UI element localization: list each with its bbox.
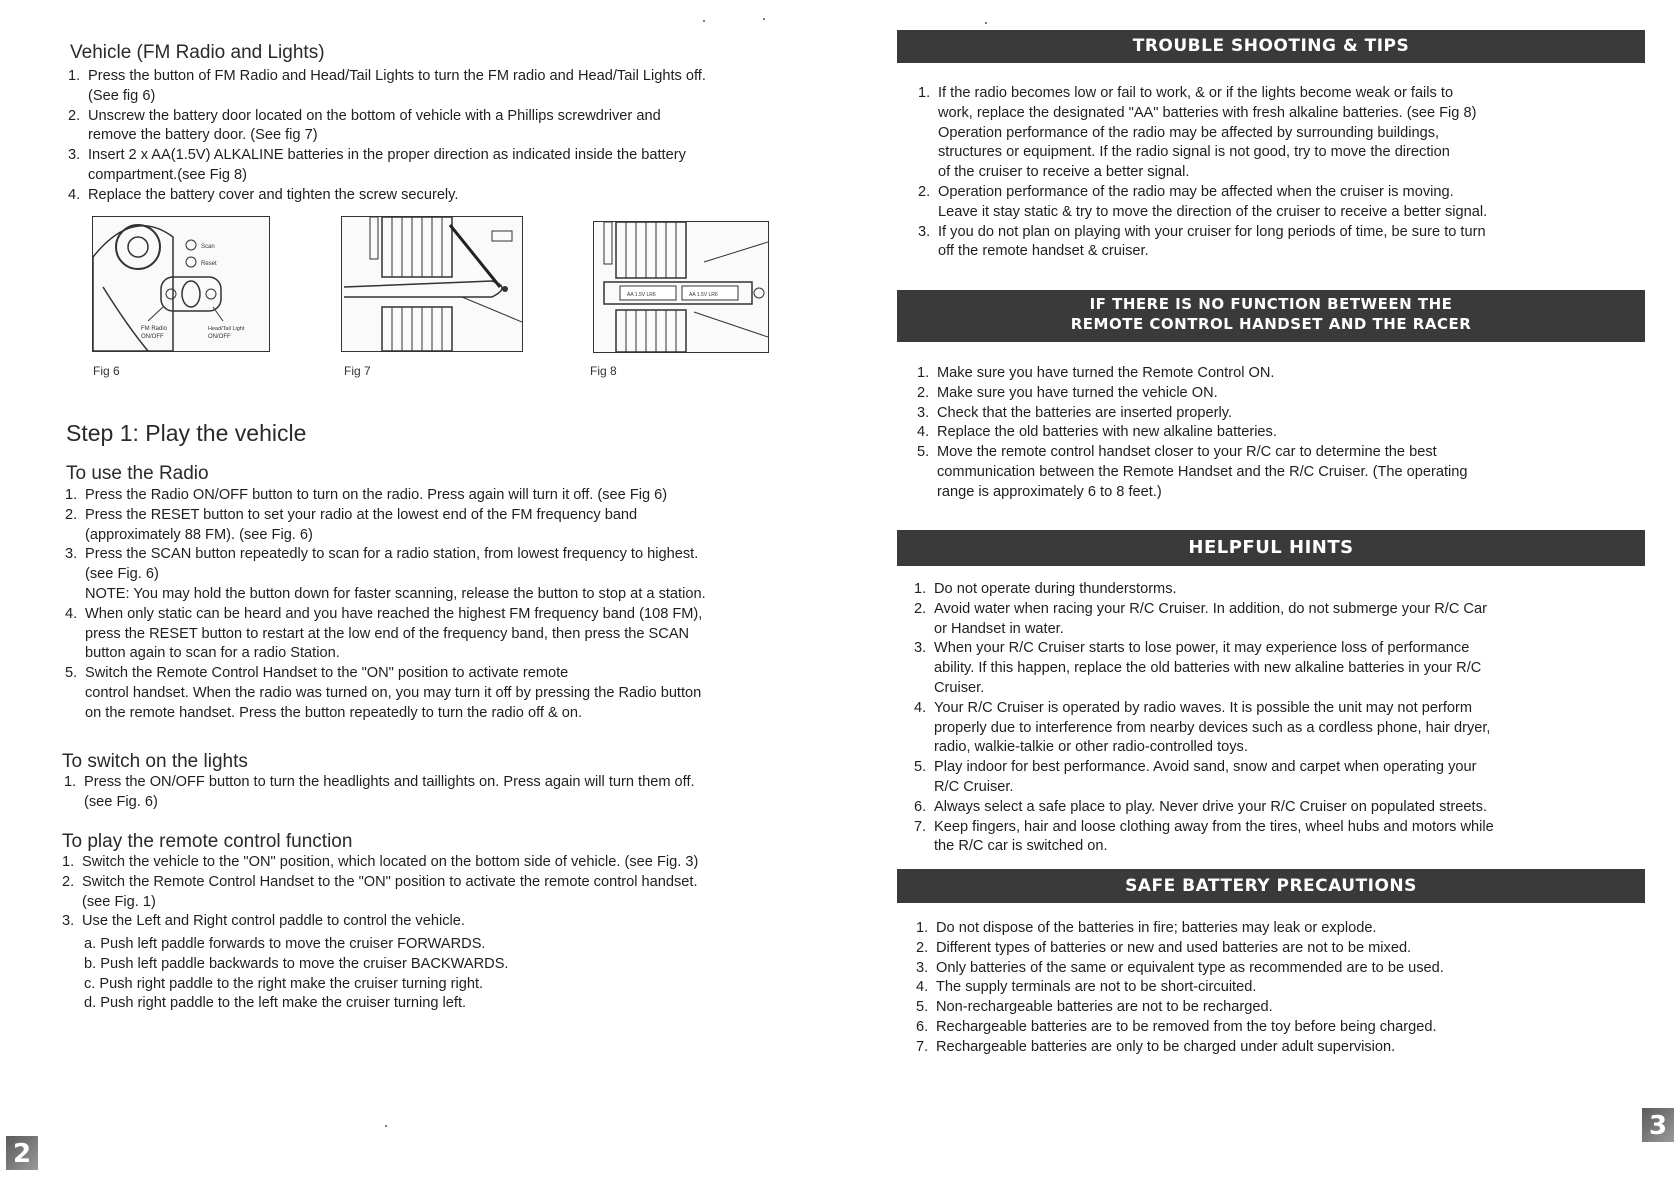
list-item-text: Replace the battery cover and tighten the screw securely. [88,186,459,203]
list-item-text: work, replace the designated "AA" batteries with fresh alkaline batteries. (see Fig 8) [938,104,1477,121]
list-item [68,67,788,107]
list-item [916,1038,1656,1058]
banner-battery-precautions-text: SAFE BATTERY PRECAUTIONS [1125,876,1417,896]
list-item-text: R/C Cruiser. [934,778,1014,795]
banner-no-function [897,290,1645,342]
lights-title: To switch on the lights [62,751,248,772]
list-item-text: properly due to interference from nearby devices such as a cordless phone, hair dryer, [934,719,1491,736]
list-item [918,183,1658,223]
list-item-number: 5. [914,759,927,776]
list-item-number: 1. [65,487,78,503]
list-item-text: on the remote handset. Press the button repeatedly to turn the radio off & on. [85,704,583,721]
list-item [62,873,812,913]
list-item [917,423,1657,443]
list-item-text: Avoid water when racing your R/C Cruiser. In addition, do not submerge your R/C Car [934,600,1487,617]
list-item-text: button again to scan for a radio Station. [85,645,340,662]
list-item-text: or Handset in water. [934,620,1064,637]
remote-substeps [84,935,784,1014]
no-function-steps [917,364,1657,503]
right-page [837,0,1674,1178]
fig7-caption: Fig 7 [344,364,371,378]
list-item-number: 7. [914,818,927,835]
list-item-text: structures or equipment. If the radio signal is not good, try to move the direction [938,144,1450,161]
list-item-number: 2. [917,384,930,401]
list-item-number: 1. [918,85,931,101]
list-item [64,773,804,813]
list-item-text: range is approximately 6 to 8 feet.) [937,483,1162,500]
list-item-number: 2. [68,107,81,124]
list-item-text: Replace the old batteries with new alkaline batteries. [937,424,1277,441]
remote-substep: b. Push left paddle backwards to move the cruiser BACKWARDS. [84,955,509,972]
list-item-text: Press the Radio ON/OFF button to turn on the radio. Press again will turn it off. (see Fig 6) [85,487,668,503]
fig8-battery2-label: AA 1.5V LR6 [689,292,718,298]
fig7-drawing [342,217,522,351]
list-item [916,939,1656,959]
list-item [68,107,788,147]
list-item-text: (approximately 88 FM). (see Fig. 6) [85,526,313,543]
list-item-text: Switch the Remote Control Handset to the "ON" position to activate the remote control handset. [82,873,698,890]
list-item-text: Only batteries of the same or equivalent type as recommended are to be used. [936,959,1444,976]
page-number-right: 3 [1642,1108,1674,1142]
lights-steps [64,773,804,813]
remote-substep: c. Push right paddle to the right make the cruiser turning right. [84,975,484,992]
list-item-text: Switch the Remote Control Handset to the "ON" position to activate remote [85,665,569,682]
troubleshooting-steps [918,84,1658,262]
helpful-hints-list [914,580,1659,857]
fig6-image [92,216,270,352]
banner-battery-precautions [897,869,1645,903]
list-item [914,699,1659,758]
list-item-number: 3. [916,959,929,976]
list-item-text: (see Fig. 6) [84,793,158,810]
list-item-number: 4. [916,979,929,996]
list-item [68,146,788,186]
list-item-number: 3. [917,404,930,421]
list-item-text: Unscrew the battery door located on the bottom of vehicle with a Phillips screwdriver and [88,107,661,124]
list-item-text: Rechargeable batteries are to be removed from the toy before being charged. [936,1018,1437,1035]
list-item-number: 2. [916,939,929,956]
list-item-text: If you do not plan on playing with your cruiser for long periods of time, be sure to turn [938,223,1486,240]
list-item-number: 4. [68,186,81,203]
fig8-battery1-label: AA 1.5V LR6 [627,292,656,298]
list-item [65,506,805,546]
list-item [914,758,1659,798]
fig6-drawing [93,217,269,351]
left-page [0,0,820,1178]
list-item-number: 6. [914,798,927,815]
list-item-text: (See fig 6) [88,87,156,104]
fig6-scan-label: Scan [201,244,215,250]
list-item-text: (see Fig. 1) [82,893,156,910]
list-item-number: 2. [62,873,75,890]
list-item [917,443,1657,502]
list-item [914,639,1659,698]
list-item-number: 3. [914,640,927,657]
list-item-number: 5. [917,444,930,461]
list-item-number: 1. [68,68,81,84]
list-item-text: Press the SCAN button repeatedly to scan for a radio station, from lowest frequency to highest. [85,546,699,563]
fig6-lights-sub: ON/OFF [208,334,231,340]
list-item-text: Operation performance of the radio may be affected by surrounding buildings, [938,124,1440,141]
list-item-text: Press the button of FM Radio and Head/Tail Lights to turn the FM radio and Head/Tail Lights off. [88,68,706,84]
list-item [914,798,1659,818]
banner-no-function-line1: IF THERE IS NO FUNCTION BETWEEN THE [1089,295,1453,313]
radio-steps [65,486,805,724]
banner-troubleshooting-text: TROUBLE SHOOTING & TIPS [1132,36,1410,56]
fig6-fm-label: FM Radio [141,326,168,332]
banner-helpful-hints-text: HELPFUL HINTS [1188,537,1354,558]
step1-title: Step 1: Play the vehicle [66,420,307,446]
remote-title: To play the remote control function [62,831,353,852]
list-item-text: Press the ON/OFF button to turn the headlights and taillights on. Press again will turn them off. [84,774,695,790]
list-item [62,912,812,932]
list-item-text: Play indoor for best performance. Avoid sand, snow and carpet when operating your [934,759,1477,776]
battery-precautions-list [916,919,1656,1058]
list-item-number: 2. [914,600,927,617]
list-item [65,486,805,506]
list-item-text: NOTE: You may hold the button down for faster scanning, release the button to stop at a station. [85,585,706,602]
list-item [917,384,1657,404]
list-item-text: off the remote handset & cruiser. [938,243,1149,260]
fig6-fm-sub: ON/OFF [141,334,164,340]
list-item-number: 3. [918,223,931,240]
list-item-number: 3. [68,147,81,164]
banner-no-function-line2: REMOTE CONTROL HANDSET AND THE RACER [1070,315,1472,333]
list-item [68,186,788,206]
list-item [916,1018,1656,1038]
fig7-image [341,216,523,352]
list-item-text: Move the remote control handset closer to your R/C car to determine the best [937,444,1437,461]
fig8-drawing [594,222,768,352]
list-item-text: radio, walkie-talkie or other radio-controlled toys. [934,739,1248,756]
fig8-caption: Fig 8 [590,364,617,378]
list-item [65,545,805,604]
list-item-text: Non-rechargeable batteries are not to be recharged. [936,999,1273,1016]
list-item [917,404,1657,424]
list-item-text: Make sure you have turned the vehicle ON. [937,384,1218,401]
list-item-text: When your R/C Cruiser starts to lose power, it may experience loss of performance [934,640,1470,657]
list-item-text: Always select a safe place to play. Never drive your R/C Cruiser on populated streets. [934,798,1487,815]
list-item-number: 1. [916,920,929,936]
list-item [65,664,805,723]
list-item-number: 1. [62,854,75,870]
list-item-text: If the radio becomes low or fail to work, & or if the lights become weak or fails to [938,85,1454,101]
list-item-text: Check that the batteries are inserted properly. [937,404,1233,421]
list-item-number: 5. [916,999,929,1016]
list-item-text: Switch the vehicle to the "ON" position, which located on the bottom side of vehicle. (see Fig. 3) [82,854,699,870]
list-item [916,978,1656,998]
list-item [914,818,1659,858]
remote-steps [62,853,812,932]
list-item-text: Keep fingers, hair and loose clothing away from the tires, wheel hubs and motors while [934,818,1494,835]
list-item-text: remove the battery door. (See fig 7) [88,127,318,144]
list-item [918,84,1658,183]
list-item-text: Leave it stay static & try to move the direction of the cruiser to receive a better signal. [938,203,1488,220]
page-number-left: 2 [6,1136,38,1170]
fig8-image [593,221,769,353]
list-item [914,580,1659,600]
radio-title: To use the Radio [66,463,209,484]
list-item-text: ability. If this happen, replace the old batteries with new alkaline batteries in your R/C [934,660,1482,677]
list-item-text: Insert 2 x AA(1.5V) ALKALINE batteries in the proper direction as indicated inside the battery [88,147,686,164]
list-item-text: compartment.(see Fig 8) [88,166,247,183]
list-item-text: the R/C car is switched on. [934,838,1108,855]
list-item-text: Rechargeable batteries are only to be charged under adult supervision. [936,1038,1396,1055]
remote-substep: a. Push left paddle forwards to move the cruiser FORWARDS. [84,936,486,952]
list-item-number: 1. [917,365,930,381]
list-item-text: control handset. When the radio was turned on, you may turn it off by pressing the Radio button [85,684,702,701]
list-item-text: Use the Left and Right control paddle to control the vehicle. [82,913,465,930]
section-title-vehicle: Vehicle (FM Radio and Lights) [70,42,325,63]
list-item-text: Cruiser. [934,679,985,696]
list-item [917,364,1657,384]
list-item-text: Operation performance of the radio may be affected when the cruiser is moving. [938,183,1454,200]
list-item-text: Do not operate during thunderstorms. [934,581,1177,597]
list-item-number: 6. [916,1018,929,1035]
list-item-number: 4. [917,424,930,441]
list-item-text: press the RESET button to restart at the low end of the frequency band, then press the SCAN [85,625,690,642]
list-item [918,223,1658,263]
list-item-number: 1. [914,581,927,597]
list-item-text: Different types of batteries or new and used batteries are not to be mixed. [936,939,1412,956]
banner-troubleshooting [897,30,1645,63]
list-item-number: 4. [914,699,927,716]
list-item-text: Your R/C Cruiser is operated by radio waves. It is possible the unit may not perform [934,699,1473,716]
list-item [916,998,1656,1018]
list-item-number: 4. [65,605,78,622]
list-item-number: 2. [65,506,78,523]
list-item-text: The supply terminals are not to be short-circuited. [936,979,1257,996]
list-item-number: 5. [65,665,78,682]
list-item [62,853,812,873]
list-item-number: 7. [916,1038,929,1055]
list-item-text: (see Fig. 6) [85,566,159,583]
list-item [916,959,1656,979]
list-item-text: Make sure you have turned the Remote Control ON. [937,365,1275,381]
list-item-text: When only static can be heard and you have reached the highest FM frequency band (108 FM), [85,605,703,622]
list-item-text: of the cruiser to receive a better signal. [938,164,1190,181]
fig6-reset-label: Reset [201,261,217,267]
fig6-lights-label: Head/Tail Light [208,326,245,332]
remote-substep: d. Push right paddle to the left make the cruiser turning left. [84,995,467,1012]
battery-install-steps [68,67,788,206]
banner-helpful-hints [897,530,1645,566]
list-item-number: 1. [64,774,77,790]
fig6-caption: Fig 6 [93,364,120,378]
list-item [65,605,805,664]
list-item-number: 2. [918,183,931,200]
list-item [914,600,1659,640]
list-item-number: 3. [62,913,75,930]
list-item-number: 3. [65,546,78,563]
list-item-text: communication between the Remote Handset and the R/C Cruiser. (The operating [937,463,1468,480]
list-item-text: Do not dispose of the batteries in fire; batteries may leak or explode. [936,920,1377,936]
list-item-text: Press the RESET button to set your radio at the lowest end of the FM frequency band [85,506,638,523]
list-item [916,919,1656,939]
